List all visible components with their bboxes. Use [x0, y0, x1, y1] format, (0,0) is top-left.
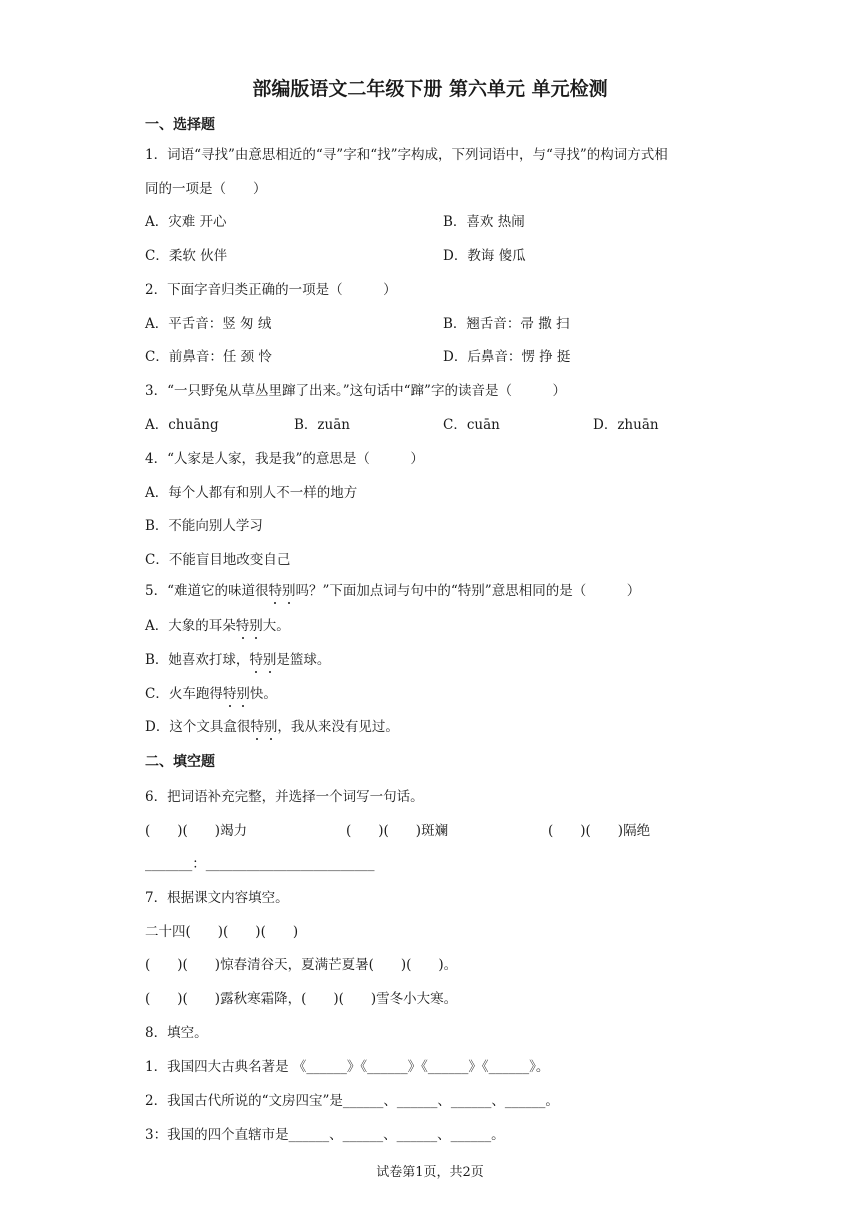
q1-option-b: B．喜欢 热闹 — [443, 214, 525, 230]
emphasis-dot-char: 特 — [269, 579, 283, 599]
q6-word-3: ( )( )隔绝 — [548, 823, 651, 839]
emphasis-dot-char: 特 — [236, 614, 250, 634]
q6-word-1: ( )( )竭力 — [145, 823, 248, 839]
q4-option-a: A．每个人都有和别人不一样的地方 — [145, 485, 358, 501]
q8-line-2: 2．我国古代所说的“文房四宝”是______、______、______、______。 — [145, 1093, 559, 1109]
section-heading-choice: 一、选择题 — [145, 117, 215, 133]
q7-line-2: ( )( )惊春清谷天，夏满芒夏暑( )( )。 — [145, 957, 458, 973]
section-heading-fill: 二、填空题 — [145, 754, 215, 770]
q4-option-c: C．不能盲目地改变自己 — [145, 552, 291, 568]
page-footer: 试卷第1页，共2页 — [376, 1165, 484, 1180]
q6-answer-line: _______：_________________________ — [145, 856, 375, 872]
emphasis-dot-char: 别 — [264, 715, 278, 735]
q7-line-3: ( )( )露秋寒霜降，( )( )雪冬小大寒。 — [145, 991, 458, 1007]
q4-option-b: B．不能向别人学习 — [145, 518, 263, 534]
question-1-stem: 1．词语“寻找”由意思相近的“寻”字和“找”字构成，下列词语中，与“寻找”的构词方式相 — [145, 147, 668, 163]
q7-line-1: 二十四( )( )( ) — [145, 924, 299, 940]
question-6-stem: 6．把词语补充完整，并选择一个词写一句话。 — [145, 789, 424, 805]
question-3-stem: 3．“一只野兔从草丛里蹿了出来。”这句话中“蹿”字的读音是（ ） — [145, 383, 566, 399]
q5-option-c: C．火车跑得特别快。 — [145, 682, 277, 702]
emphasis-dot-char: 特 — [223, 682, 237, 702]
question-5-stem: 5．“难道它的味道很特别吗？”下面加点词与句中的“特别”意思相同的是（ ） — [145, 579, 640, 599]
q5-option-a: A．大象的耳朵特别大。 — [145, 614, 290, 634]
q1-option-a: A．灾难 开心 — [145, 214, 227, 230]
q2-option-d: D．后鼻音：愣 挣 挺 — [443, 349, 571, 365]
emphasis-dot-char: 别 — [236, 682, 250, 702]
q2-option-b: B．翘舌音：帚 撒 扫 — [443, 316, 570, 332]
q3-option-c: C．cuān — [443, 417, 500, 433]
q1-option-d: D．教诲 傻瓜 — [443, 248, 526, 264]
question-7-stem: 7．根据课文内容填空。 — [145, 890, 289, 906]
q2-option-a: A．平舌音：竖 匆 绒 — [145, 316, 272, 332]
q3-option-b: B．zuān — [294, 417, 350, 433]
question-1-stem-cont: 同的一项是（ ） — [145, 181, 267, 197]
question-4-stem: 4．“人家是人家，我是我”的意思是（ ） — [145, 451, 424, 467]
emphasis-dot-char: 别 — [249, 614, 263, 634]
question-2-stem: 2．下面字音归类正确的一项是（ ） — [145, 282, 397, 298]
q3-option-d: D．zhuān — [593, 417, 659, 433]
q5-option-b: B．她喜欢打球，特别是篮球。 — [145, 648, 330, 668]
emphasis-dot-char: 别 — [282, 579, 296, 599]
q3-option-a: A．chuāng — [145, 417, 219, 433]
question-8-stem: 8．填空。 — [145, 1025, 208, 1041]
q5-option-d: D．这个文具盒很特别，我从来没有见过。 — [145, 715, 399, 735]
emphasis-dot-char: 特 — [249, 648, 263, 668]
page-title: 部编版语文二年级下册 第六单元 单元检测 — [252, 78, 608, 100]
emphasis-dot-char: 特 — [250, 715, 264, 735]
q2-option-c: C．前鼻音：任 颈 怜 — [145, 349, 272, 365]
q6-word-2: ( )( )斑斓 — [346, 823, 449, 839]
q1-option-c: C．柔软 伙伴 — [145, 248, 228, 264]
emphasis-dot-char: 别 — [263, 648, 277, 668]
q8-line-1: 1．我国四大古典名著是 《______》《______》《______》《______》。 — [145, 1059, 550, 1075]
q8-line-3: 3：我国的四个直辖市是______、______、______、______。 — [145, 1127, 505, 1143]
